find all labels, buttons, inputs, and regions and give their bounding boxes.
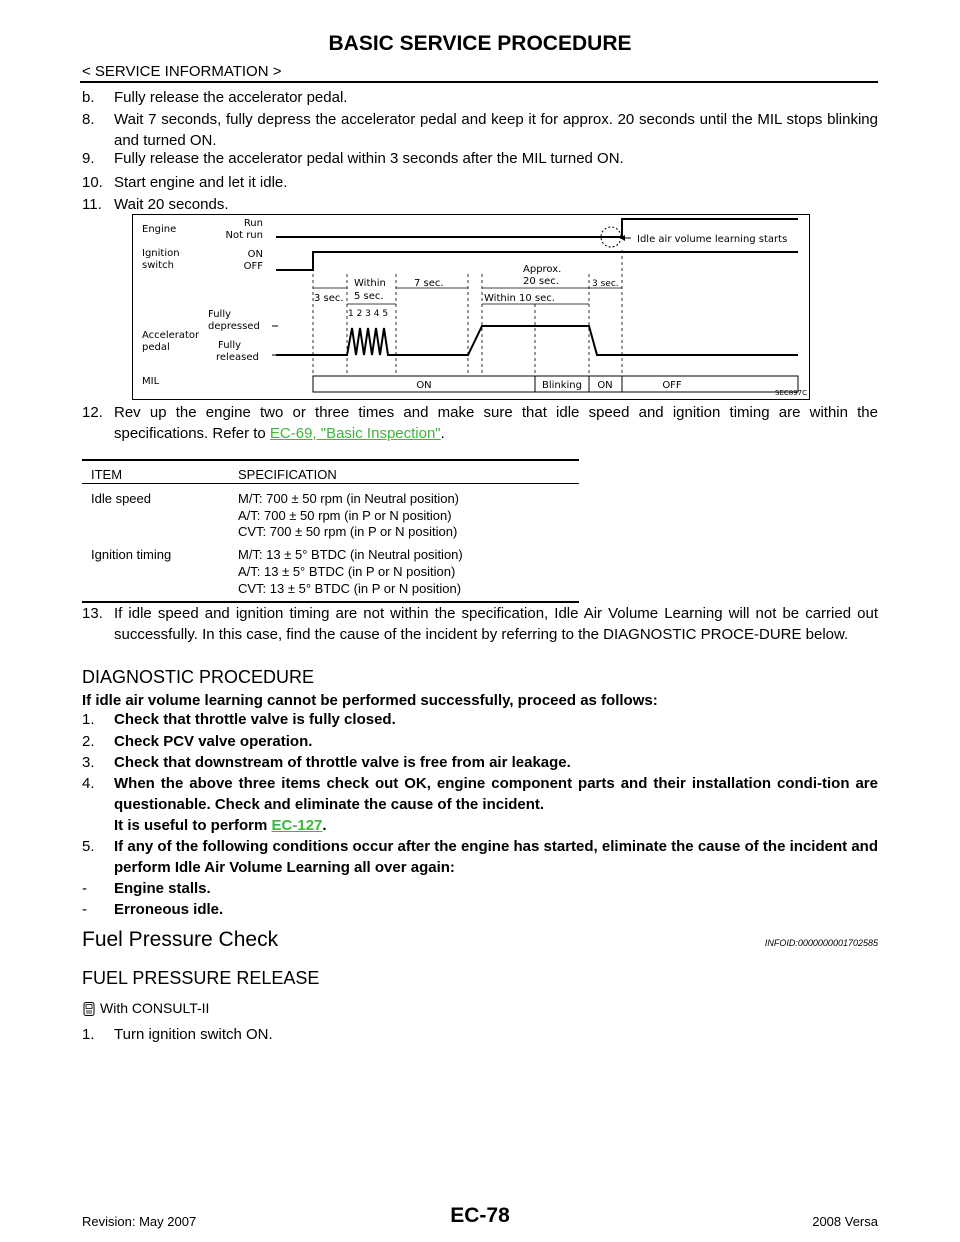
figure-code: SEC897C bbox=[775, 389, 808, 397]
page-title: BASIC SERVICE PROCEDURE bbox=[328, 32, 632, 55]
step-b: b. Fully release the accelerator pedal. bbox=[82, 89, 348, 106]
diag-item-engine-stalls: - Engine stalls. bbox=[82, 880, 211, 897]
label-20sec: 20 sec. bbox=[523, 276, 559, 287]
header-divider bbox=[80, 81, 878, 83]
label-7sec: 7 sec. bbox=[414, 278, 444, 289]
fuel-step-1: 1. Turn ignition switch ON. bbox=[82, 1026, 273, 1043]
diag-item-5: 5. If any of the following conditions occur after the engine has started, eliminate the cause of the incident and perform Idle Air Volume Learning all over again: bbox=[82, 838, 878, 876]
table-row-idle-spec-3: CVT: 700 ± 50 rpm (in P or N position) bbox=[238, 524, 458, 539]
diagnostic-intro: If idle air volume learning cannot be performed successfully, proceed as follows: bbox=[82, 692, 658, 709]
idle-learning-timing-diagram bbox=[132, 214, 810, 400]
label-depressed: depressed bbox=[208, 321, 260, 332]
label-approx: Approx. bbox=[523, 264, 562, 275]
label-5sec: 5 sec. bbox=[354, 291, 384, 302]
label-engine: Engine bbox=[142, 224, 177, 235]
revision-label: Revision: May 2007 bbox=[82, 1214, 197, 1229]
label-3sec-b: 3 sec. bbox=[592, 279, 619, 289]
label-mil: MIL bbox=[142, 376, 160, 387]
mil-blinking-label: Blinking bbox=[541, 380, 583, 391]
info-id: INFOID:0000000001702585 bbox=[764, 938, 878, 948]
label-within: Within bbox=[354, 278, 386, 289]
step-9: 9. Fully release the accelerator pedal within 3 seconds after the MIL turned ON. bbox=[82, 150, 624, 167]
with-consult-label: With CONSULT-II bbox=[100, 1000, 210, 1016]
fuel-pressure-release-heading: FUEL PRESSURE RELEASE bbox=[82, 968, 320, 988]
model-label: 2008 Versa bbox=[812, 1214, 878, 1229]
link-basic-inspection[interactable]: EC-69, "Basic Inspection" bbox=[269, 425, 441, 442]
table-header-item: ITEM bbox=[91, 467, 123, 482]
table-row-ign-spec-1: M/T: 13 ± 5° BTDC (in Neutral position) bbox=[238, 547, 463, 562]
label-within-10sec: Within 10 sec. bbox=[484, 293, 555, 304]
label-accelerator: Accelerator bbox=[142, 330, 200, 341]
diag-item-3: 3. Check that downstream of throttle valve is free from air leakage. bbox=[82, 754, 571, 771]
table-row-ign-spec-2: A/T: 13 ± 5° BTDC (in P or N position) bbox=[238, 564, 456, 579]
table-header-spec: SPECIFICATION bbox=[238, 467, 337, 482]
label-ignition: Ignition bbox=[142, 248, 180, 259]
idle-learning-starts-label: Idle air volume learning starts bbox=[637, 234, 788, 245]
link-ec-127[interactable]: EC-127 bbox=[271, 817, 323, 834]
diag-item-2: 2. Check PCV valve operation. bbox=[82, 733, 313, 750]
table-top-rule bbox=[82, 459, 579, 461]
step-10: 10. Start engine and let it idle. bbox=[82, 174, 288, 191]
label-fully-1: Fully bbox=[208, 309, 232, 320]
label-fully-2: Fully bbox=[218, 340, 242, 351]
diag-item-4: 4. When the above three items check out OK, engine component parts and their installation condi-tion are questionable. Check and eliminate the cause of the incident. It is useful to perform EC-127. bbox=[82, 775, 878, 834]
table-row-ign-spec-3: CVT: 13 ± 5° BTDC (in P or N position) bbox=[238, 581, 462, 596]
step-12: 12. Rev up the engine two or three times and make sure that idle speed and ignition timing are within the specifications. Refer to EC-69, "Basic Inspection". bbox=[82, 404, 878, 442]
diag-item-erroneous-idle: - Erroneous idle. bbox=[82, 901, 224, 918]
section-label: < SERVICE INFORMATION > bbox=[82, 63, 282, 80]
table-row-idle-spec-2: A/T: 700 ± 50 rpm (in P or N position) bbox=[238, 508, 452, 523]
step-11: 11. Wait 20 seconds. bbox=[82, 196, 229, 213]
fuel-pressure-heading: Fuel Pressure Check bbox=[82, 928, 279, 951]
page-number: EC-78 bbox=[450, 1204, 510, 1227]
label-not-run: Not run bbox=[225, 230, 263, 241]
label-switch: switch bbox=[142, 260, 174, 271]
label-pedal: pedal bbox=[142, 342, 170, 353]
label-3sec-a: 3 sec. bbox=[314, 293, 344, 304]
mil-off-label: OFF bbox=[662, 380, 682, 391]
label-released: released bbox=[216, 352, 259, 363]
label-run: Run bbox=[243, 218, 263, 229]
consult-tool-icon bbox=[82, 1002, 96, 1016]
table-header-rule bbox=[82, 483, 579, 484]
label-on: ON bbox=[247, 249, 263, 260]
label-off: OFF bbox=[243, 261, 263, 272]
step-8: 8. Wait 7 seconds, fully depress the accelerator pedal and keep it for approx. 20 seconds until the MIL stops blinking and turned ON. bbox=[82, 111, 878, 149]
label-counts: 1 2 3 4 5 bbox=[348, 309, 389, 319]
table-row-idle-spec-1: M/T: 700 ± 50 rpm (in Neutral position) bbox=[238, 491, 459, 506]
table-row-idle-item: Idle speed bbox=[91, 491, 151, 506]
mil-on2-label: ON bbox=[597, 380, 613, 391]
diagnostic-heading: DIAGNOSTIC PROCEDURE bbox=[82, 667, 315, 687]
diag-item-1: 1. Check that throttle valve is fully closed. bbox=[82, 711, 396, 728]
table-row-ign-item: Ignition timing bbox=[91, 547, 172, 562]
mil-on-label: ON bbox=[416, 380, 432, 391]
step-13: 13. If idle speed and ignition timing are not within the specification, Idle Air Volume Learning will not be carried out successfully. In this case, find the cause of the incident by referring to the DIAGNOSTIC PROCE-DURE below. bbox=[82, 605, 878, 643]
